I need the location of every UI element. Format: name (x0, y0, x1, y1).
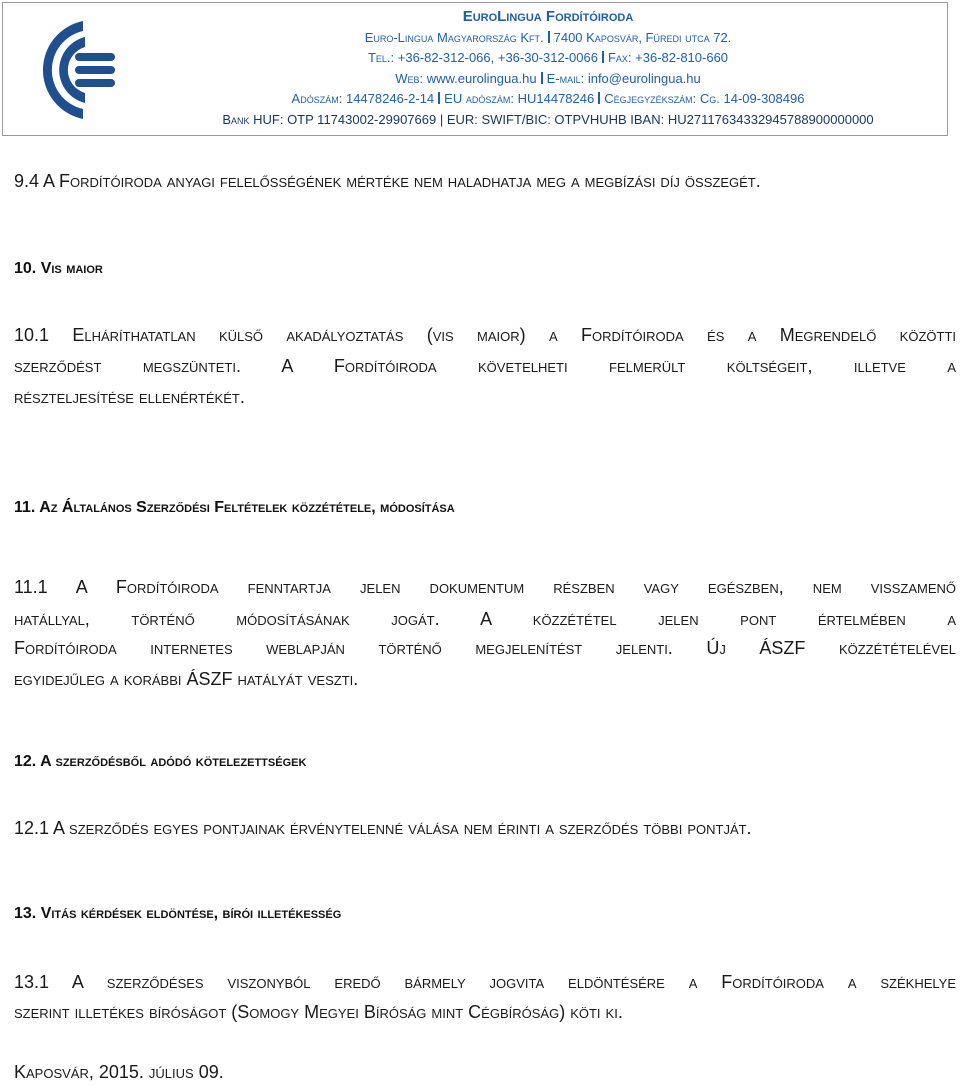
eu-tax-number: HU14478246 (517, 91, 595, 107)
phone-numbers: +36-82-312-066, +36-30-312-0066 (397, 50, 598, 66)
company-legal-name: Euro-Lingua Magyarország Kft. (364, 29, 544, 45)
clause-11-1-line: egyidejűleg a korábbi ÁSZF hatályát veszti. (14, 669, 359, 689)
letterhead (2, 2, 948, 136)
bank-details: Bank HUF: OTP 11743002-29907669 | EUR: SWIFT/BIC: OTPVHUHB IBAN: HU27117634332945788900000000 (222, 111, 874, 127)
company-address: 7400 Kaposvár, Füredi utca 72. (553, 29, 732, 45)
company-reg-number: 14-09-308496 (723, 91, 805, 107)
tax-number: 14478246-2-14 (345, 91, 435, 107)
email-link[interactable]: info@eurolingua.hu (587, 70, 701, 86)
clause-9-4: 9.4 A Fordítóiroda anyagi felelősségének mértéke nem haladhatja meg a megbízási díj összegét. (14, 171, 761, 191)
eurolingua-logo-icon (41, 15, 121, 125)
fax-number: +36-82-810-660 (635, 50, 729, 66)
clause-10-1-line: szerződést megszünteti. A Fordítóiroda követelheti felmerült költségeit, illetve a (14, 356, 956, 376)
section-heading-12: 12. A szerződésből adódó kötelezettségek (14, 753, 307, 770)
company-name: EuroLingua Fordítóiroda (462, 8, 634, 25)
section-heading-13: 13. Vitás kérdések eldöntése, bírói illetékesség (14, 905, 342, 922)
clause-10-1-line: részteljesítése ellenértékét. (14, 387, 245, 407)
contact-block: EuroLingua Fordítóiroda Euro-Lingua Magyarország Kft. 7400 Kaposvár, Füredi utca 72. Tel.: +36-82-312-066, +36-30-312-0066 Fax: +36-82-810-660 Web: www.eurolingua.hu E-mail: info@eurolingua.hu Adószám: 14478246-2-14 EU adószám: HU14478246 Cégjegyzékszám: Cg. 14-09-308496 Bank HUF: OTP 11743002-29907669 | EUR: SWIFT/BIC: OTPVHUHB IBAN: HU27117634332945788900000000 (222, 8, 874, 127)
clause-11-1-line: Fordítóiroda internetes weblapján történő megjelenítést jelenti. Új ÁSZF közzétételével (14, 638, 956, 658)
signoff-place-date: Kaposvár, 2015. július 09. (14, 1062, 224, 1082)
clause-10-1-line: 10.1 Elháríthatatlan külső akadályoztatás (vis maior) a Fordítóiroda és a Megrendelő közötti (14, 325, 956, 345)
clause-13-1-line: 13.1 A szerződéses viszonyból eredő bármely jogvita eldöntésére a Fordítóiroda a székhelye (14, 972, 956, 992)
clause-13-1-line: szerint illetékes bíróságot (Somogy Megyei Bíróság mint Cégbíróság) köti ki. (14, 1002, 623, 1022)
clause-11-1-line: 11.1 A Fordítóiroda fenntartja jelen dokumentum részben vagy egészben, nem visszamenő (14, 577, 956, 597)
section-heading-10: 10. Vis maior (14, 260, 103, 277)
section-heading-11: 11. Az Általános Szerződési Feltételek közzététele, módosítása (14, 499, 455, 516)
clause-12-1: 12.1 A szerződés egyes pontjainak érvénytelenné válása nem érinti a szerződés többi pontját. (14, 818, 752, 838)
website-link[interactable]: www.eurolingua.hu (426, 70, 537, 86)
clause-11-1-line: hatállyal, történő módosításának jogát. A közzététel jelen pont értelmében a (14, 609, 956, 629)
